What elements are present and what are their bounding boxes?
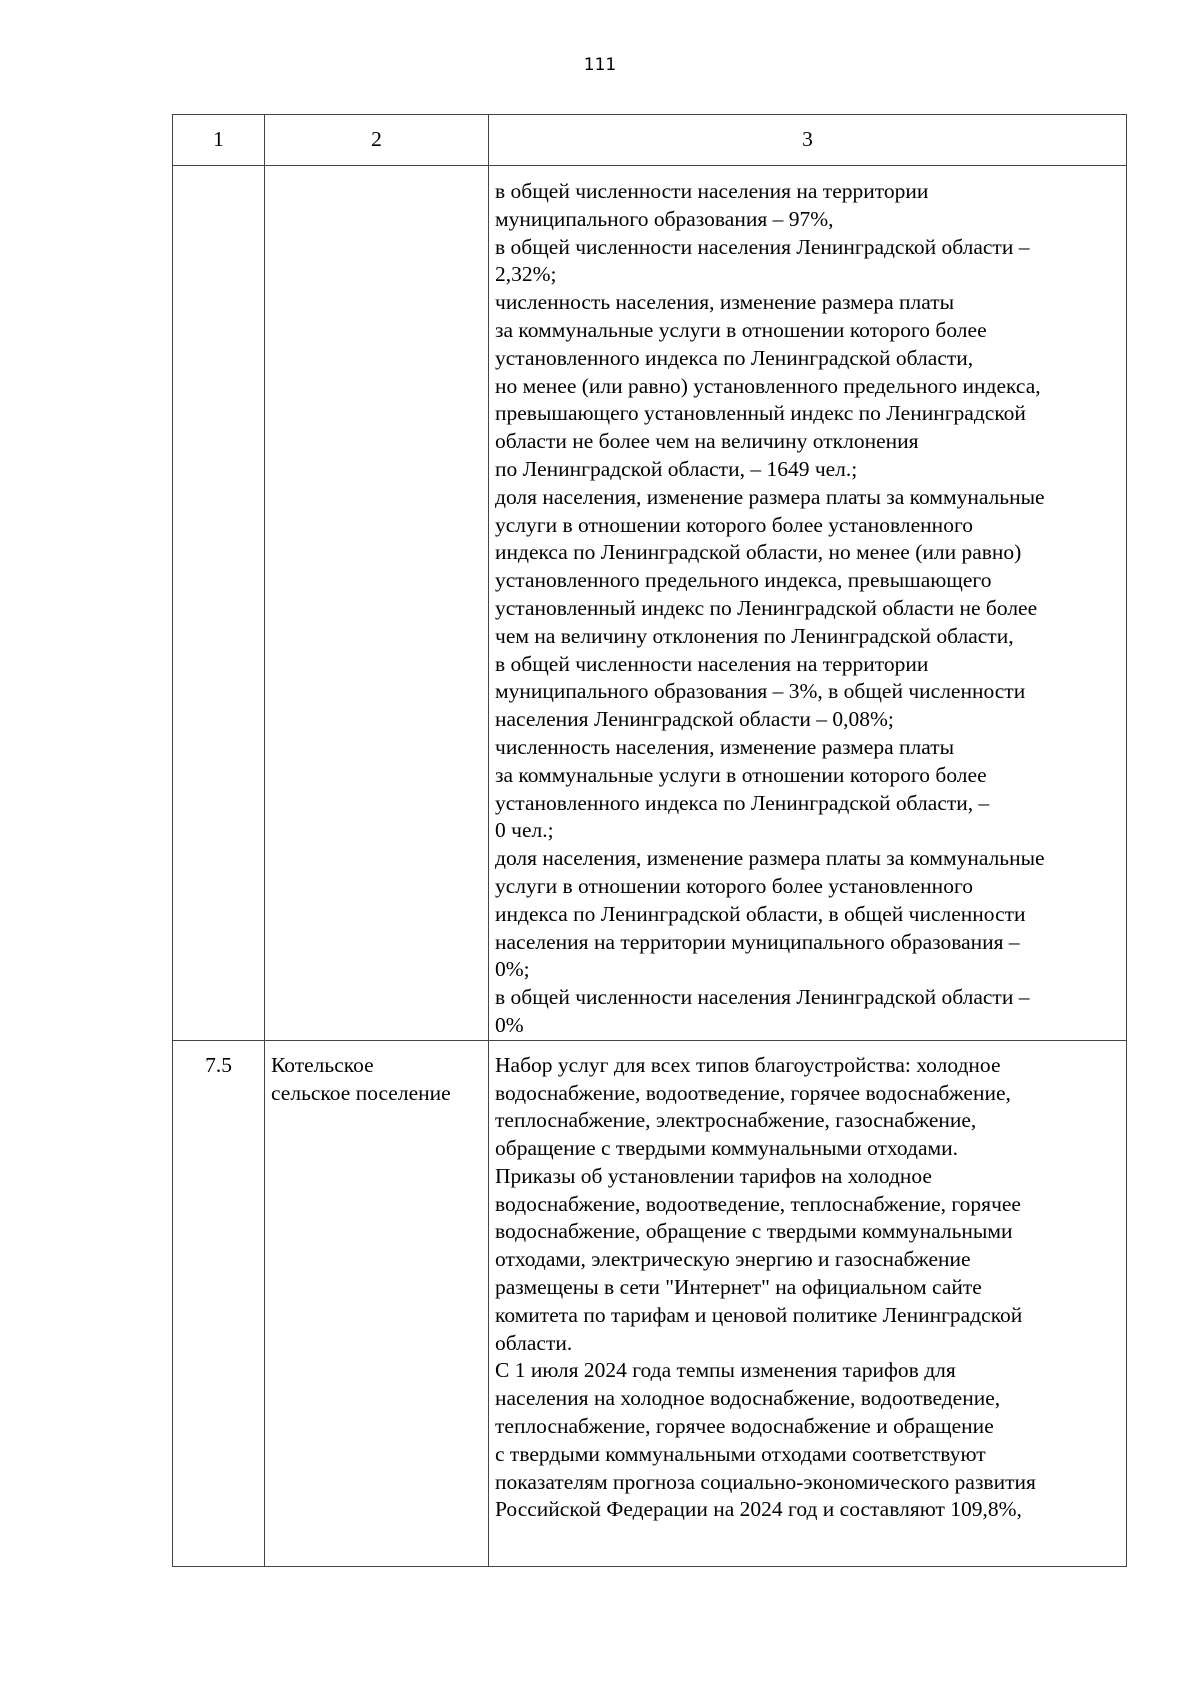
text-line: установленного индекса по Ленинградской области,: [495, 345, 974, 370]
document-table: [172, 114, 1127, 1567]
table-header-row: [173, 115, 1127, 166]
text-line: Российской Федерации на 2024 год и составляют 109,8%,: [495, 1497, 1022, 1522]
description-text: [495, 178, 1120, 1040]
text-line: установленный индекс по Ленинградской области не более: [495, 595, 1038, 620]
text-line: индекса по Ленинградской области, но менее (или равно): [495, 540, 1022, 565]
table-row: [173, 166, 1127, 1041]
text-line: муниципального образования – 97%,: [495, 206, 834, 231]
text-line: 0%;: [495, 957, 530, 982]
row-number-cell: 7.5: [173, 1040, 265, 1566]
settlement-name: [271, 1052, 482, 1108]
text-line: по Ленинградской области, – 1649 чел.;: [495, 456, 858, 481]
text-line: 0%: [495, 1012, 524, 1037]
text-line: численность населения, изменение размера платы: [495, 734, 955, 759]
text-line: теплоснабжение, горячее водоснабжение и обращение: [495, 1414, 994, 1439]
text-line: Котельское: [271, 1052, 374, 1077]
text-line: Приказы об установлении тарифов на холодное: [495, 1163, 932, 1188]
text-line: превышающего установленный индекс по Ленинградской: [495, 401, 1026, 426]
row-number-cell: [173, 166, 265, 1041]
row-name-cell: [265, 166, 489, 1041]
text-line: размещены в сети "Интернет" на официальном сайте: [495, 1275, 982, 1300]
page-number: 111: [583, 55, 617, 75]
row-description-cell: [489, 1040, 1127, 1566]
text-line: населения на холодное водоснабжение, водоотведение,: [495, 1386, 1001, 1411]
text-line: области.: [495, 1330, 573, 1355]
text-line: комитета по тарифам и ценовой политике Ленинградской: [495, 1302, 1023, 1327]
header-cell-3: 3: [489, 115, 1127, 166]
row-description-cell: [489, 166, 1127, 1041]
table-row: [173, 1040, 1127, 1566]
text-line: за коммунальные услуги в отношении которого более: [495, 762, 987, 787]
text-line: населения на территории муниципального образования –: [495, 929, 1020, 954]
text-line: в общей численности населения на территории: [495, 651, 929, 676]
text-line: сельское поселение: [271, 1080, 451, 1105]
text-line: 0 чел.;: [495, 818, 554, 843]
text-line: отходами, электрическую энергию и газоснабжение: [495, 1247, 971, 1272]
text-line: 2,32%;: [495, 262, 557, 287]
row-name-cell: [265, 1040, 489, 1566]
text-line: доля населения, изменение размера платы за коммунальные: [495, 846, 1045, 871]
description-text: [495, 1052, 1120, 1525]
text-line: услуги в отношении которого более установленного: [495, 512, 973, 537]
text-line: населения Ленинградской области – 0,08%;: [495, 707, 894, 732]
text-line: обращение с твердыми коммунальными отходами.: [495, 1136, 958, 1161]
header-cell-1: 1: [173, 115, 265, 166]
text-line: услуги в отношении которого более установленного: [495, 873, 973, 898]
text-line: показателям прогноза социально-экономического развития: [495, 1469, 1036, 1494]
text-line: численность населения, изменение размера платы: [495, 290, 955, 315]
text-line: доля населения, изменение размера платы за коммунальные: [495, 484, 1045, 509]
text-line: но менее (или равно) установленного предельного индекса,: [495, 373, 1041, 398]
text-line: водоснабжение, водоотведение, горячее водоснабжение,: [495, 1080, 1011, 1105]
text-line: за коммунальные услуги в отношении которого более: [495, 317, 987, 342]
text-line: установленного индекса по Ленинградской области, –: [495, 790, 990, 815]
text-line: теплоснабжение, электроснабжение, газоснабжение,: [495, 1108, 977, 1133]
header-cell-2: 2: [265, 115, 489, 166]
text-line: установленного предельного индекса, превышающего: [495, 568, 992, 593]
text-line: в общей численности населения Ленинградской области –: [495, 985, 1030, 1010]
text-line: индекса по Ленинградской области, в общей численности: [495, 901, 1026, 926]
text-line: с твердыми коммунальными отходами соответствуют: [495, 1441, 986, 1466]
text-line: С 1 июля 2024 года темпы изменения тарифов для: [495, 1358, 956, 1383]
text-line: чем на величину отклонения по Ленинградской области,: [495, 623, 1014, 648]
text-line: водоснабжение, обращение с твердыми коммунальными: [495, 1219, 1013, 1244]
text-line: в общей численности населения Ленинградской области –: [495, 234, 1030, 259]
text-line: в общей численности населения на территории: [495, 179, 929, 203]
text-line: водоснабжение, водоотведение, теплоснабжение, горячее: [495, 1191, 1021, 1216]
text-line: Набор услуг для всех типов благоустройства: холодное: [495, 1052, 1001, 1077]
text-line: области не более чем на величину отклонения: [495, 429, 919, 454]
text-line: муниципального образования – 3%, в общей численности: [495, 679, 1026, 704]
